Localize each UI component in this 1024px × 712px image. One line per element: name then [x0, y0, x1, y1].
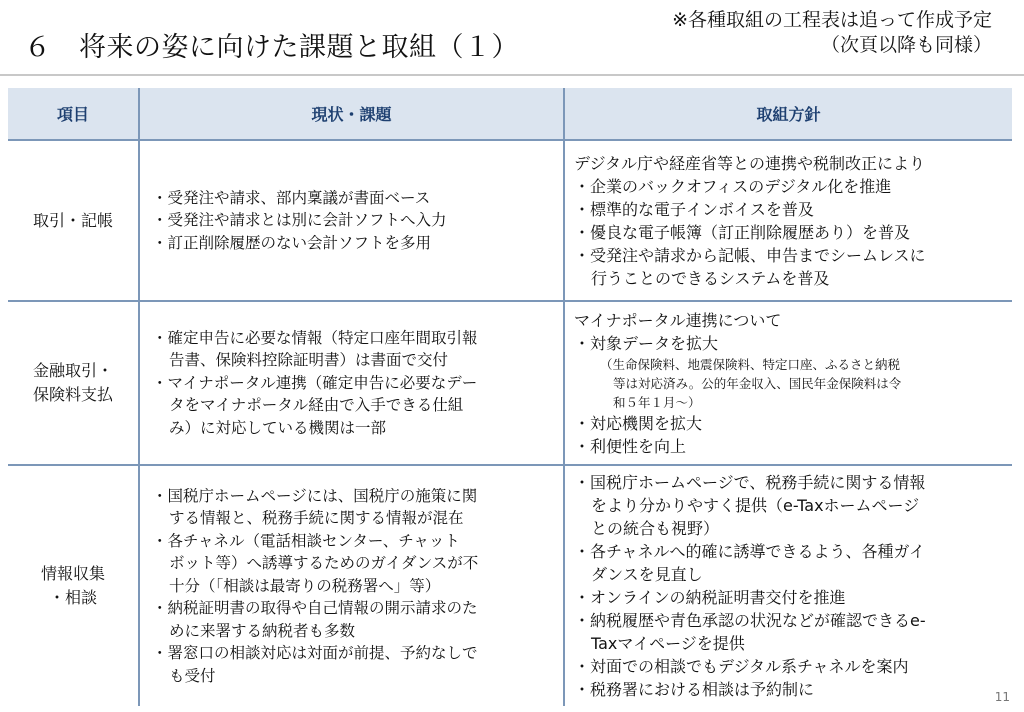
issue-bullet-cont: めに来署する納税者も多数	[169, 621, 356, 640]
page-title: ６ 将来の姿に向けた課題と取組（１）	[24, 32, 519, 63]
policy-bullet: ・オンラインの納税証明書交付を推進	[574, 588, 846, 607]
issue-bullet-cont: する情報と、税務手続に関する情報が混在	[169, 509, 464, 528]
issue-bullet-cont: タをマイナポータル経由で入手できる仕組	[169, 396, 464, 415]
policy-intro: デジタル庁や経産省等との連携や税制改正により	[574, 153, 926, 173]
note-line: ※各種取組の工程表は追って作成予定	[672, 9, 992, 31]
policy-bullet: ・企業のバックオフィスのデジタル化を推進	[574, 176, 892, 196]
policy-intro: マイナポータル連携について	[574, 310, 782, 330]
policy-bullet: ・受発注や請求から記帳、申告までシームレスに	[574, 245, 926, 265]
issue-bullet: ・受発注や請求とは別に会計ソフトへ入力	[152, 211, 447, 230]
policy-bullet: ・標準的な電子インボイスを普及	[574, 199, 814, 219]
issue-bullet-cont: ボット等）へ誘導するためのガイダンスが不	[169, 554, 479, 573]
row-label-transactions	[8, 141, 138, 300]
issue-bullet: ・訂正削除履歴のない会計ソフトを多用	[152, 233, 432, 252]
issue-bullet: ・署窓口の相談対応は対面が前提、予約なしで	[152, 644, 478, 663]
schedule-note	[672, 8, 992, 58]
policy-detail: 和５年１月～）	[613, 394, 701, 410]
column-header-policy: 取組方針	[565, 88, 1012, 139]
policy-bullet: ・利便性を向上	[574, 436, 687, 456]
issue-bullet-cont: 十分（「相談は最寄りの税務署へ」等）	[169, 576, 441, 595]
row-label-line: 取引・記帳	[32, 210, 113, 230]
policy-bullet: ・国税庁ホームページで、税務手続に関する情報	[574, 473, 926, 492]
policy-bullet: ・優良な電子帳簿（訂正削除履歴あり）を普及	[574, 222, 911, 242]
issue-bullet: ・マイナポータル連携（確定申告に必要なデー	[152, 373, 478, 392]
policy-cell	[574, 141, 1010, 300]
note-line: （次頁以降も同様）	[820, 34, 992, 56]
policy-detail: 等は対応済み。公的年金収入、国民年金保険料は令	[613, 375, 902, 391]
policy-bullet-cont: をより分かりやすく提供（e-Taxホームページ	[591, 496, 920, 515]
row-label-consultation	[8, 466, 138, 706]
policy-bullet: ・納税履歴や青色承認の状況などが確認できるe-	[574, 611, 926, 630]
issues-table	[8, 88, 1012, 706]
row-label-line: 情報収集	[40, 564, 105, 583]
issue-bullet: ・国税庁ホームページには、国税庁の施策に関	[152, 486, 478, 505]
policy-cell	[574, 302, 1010, 464]
policy-bullet: ・対応機関を拡大	[574, 413, 703, 433]
issue-bullet-cont: 告書、保険料控除証明書）は書面で交付	[169, 351, 449, 370]
policy-bullet: ・税務署における相談は予約制に	[574, 680, 815, 699]
policy-bullet-cont: Taxマイページを提供	[591, 634, 745, 653]
current-cell	[152, 302, 557, 464]
policy-bullet-cont: 行うことのできるシステムを普及	[591, 268, 830, 288]
policy-bullet: ・各チャネルへ的確に誘導できるよう、各種ガイ	[574, 542, 926, 561]
issue-bullet-cont: み）に対応している機関は一部	[169, 418, 387, 437]
column-header-current: 現状・課題	[140, 88, 563, 139]
policy-bullet: ・対象データを拡大	[574, 333, 719, 353]
policy-cell	[574, 466, 1010, 706]
policy-bullet: ・対面での相談でもデジタル系チャネルを案内	[574, 657, 909, 676]
column-header-item: 項目	[8, 88, 138, 139]
issue-bullet: ・納税証明書の取得や自己情報の開示請求のた	[152, 599, 478, 618]
column-divider	[563, 88, 565, 706]
row-label-finance	[8, 302, 138, 464]
policy-bullet-cont: との統合も視野）	[591, 519, 720, 538]
current-cell	[152, 466, 557, 706]
row-label-line: 金融取引・	[32, 361, 113, 380]
issue-bullet-cont: も受付	[169, 666, 216, 685]
current-cell	[152, 141, 557, 300]
policy-bullet-cont: ダンスを見直し	[591, 565, 703, 584]
policy-detail: （生命保険料、地震保険料、特定口座、ふるさと納税	[600, 356, 901, 372]
column-divider	[138, 88, 140, 706]
page-number: 11	[994, 690, 1010, 704]
row-label-line: ・相談	[48, 588, 97, 607]
row-label-line: 保険料支払	[32, 385, 113, 404]
issue-bullet: ・各チャネル（電話相談センター、チャット	[152, 531, 460, 550]
title-divider	[0, 74, 1024, 76]
issue-bullet: ・受発注や請求、部内稟議が書面ベース	[152, 188, 431, 207]
issue-bullet: ・確定申告に必要な情報（特定口座年間取引報	[152, 328, 478, 347]
